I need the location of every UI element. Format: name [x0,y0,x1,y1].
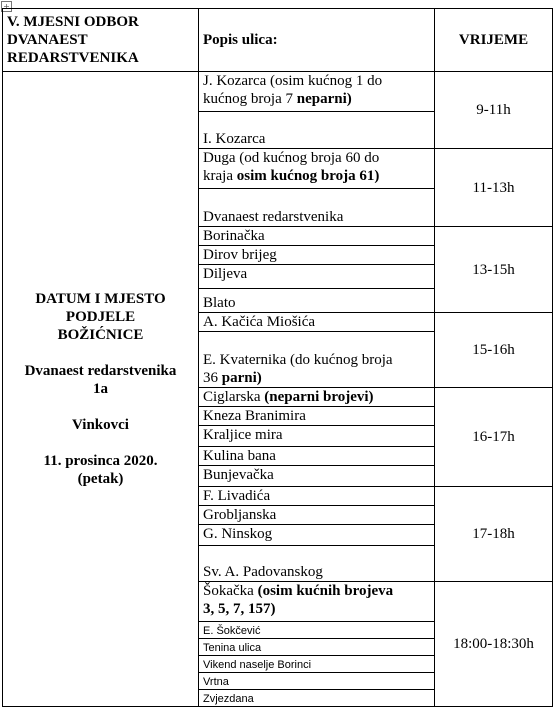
street-cell: Bunjevačka [199,466,435,487]
header-committee-line: REDARSTVENIKA [7,50,139,66]
street-cell: Kneza Branimira [199,407,435,426]
street-cell: Dirov brijeg [199,246,435,265]
table-row [3,72,553,112]
location-address: 1a [93,381,108,397]
street-cell: Borinačka [199,227,435,246]
time-cell: 15-16h [435,313,553,388]
street-cell: Diljeva [199,265,435,289]
street-cell: G. Ninskog [199,525,435,546]
street-cell: F. Livadića [199,487,435,506]
header-committee-line: DVANAEST [7,32,88,48]
street-text: J. Kozarca (osim kućnog 1 do [203,73,383,89]
location-address: Dvanaest redarstvenika [24,363,177,379]
time-cell: 16-17h [435,388,553,487]
distribution-day: (petak) [77,471,124,487]
street-note: 3, 5, 7, 157) [203,601,276,617]
street-cell [199,582,435,622]
street-text: Šokačka [203,583,258,599]
schedule-table [2,8,553,707]
table-move-handle-icon[interactable]: + [1,1,12,12]
street-text: Ciglarska [203,389,265,405]
street-cell: E. Šokčević [199,622,435,639]
street-note: (neparni brojevi) [264,389,374,405]
distribution-date: 11. prosinca 2020. [43,453,158,469]
street-cell: I. Kozarca [199,112,435,149]
header-row [3,9,553,72]
date-location-title: DATUM I MJESTO [35,291,166,307]
street-cell [199,388,435,407]
street-text: kraja [203,168,237,184]
street-cell: Kraljice mira [199,426,435,447]
street-note: osim kućnog broja 61) [236,168,380,184]
header-time: VRIJEME [435,9,553,72]
time-cell: 17-18h [435,487,553,582]
street-cell: Blato [199,289,435,313]
street-cell [199,149,435,189]
street-cell: Dvanaest redarstvenika [199,189,435,227]
street-note: neparni) [296,91,352,107]
date-location-title: PODJELE [65,309,136,325]
street-cell: A. Kačića Miošića [199,313,435,332]
location-city: Vinkovci [72,417,129,433]
street-note: (osim kućnih brojeva [257,583,394,599]
time-cell: 13-15h [435,227,553,313]
time-cell: 9-11h [435,72,553,149]
street-note: parni) [221,370,262,386]
street-text: 36 [203,370,222,386]
header-streets: Popis ulica: [199,9,435,72]
street-cell: Vikend naselje Borinci [199,656,435,673]
time-cell: 18:00-18:30h [435,582,553,707]
street-cell: Tenina ulica [199,639,435,656]
street-cell [199,332,435,388]
header-committee-line: V. MJESNI ODBOR [7,14,139,30]
header-committee [3,9,199,72]
date-location-cell [3,72,199,707]
street-cell: Zvjezdana [199,690,435,707]
date-location-title: BOŽIĆNICE [57,327,144,343]
street-cell [199,72,435,112]
street-cell: Kulina bana [199,447,435,466]
street-cell: Vrtna [199,673,435,690]
street-text: Duga (od kućnog broja 60 do [203,150,380,166]
street-text: E. Kvaternika (do kućnog broja [203,352,393,368]
street-text: kućnog broja 7 [203,91,297,107]
time-cell: 11-13h [435,149,553,227]
street-cell: Sv. A. Padovanskog [199,546,435,582]
street-cell: Grobljanska [199,506,435,525]
